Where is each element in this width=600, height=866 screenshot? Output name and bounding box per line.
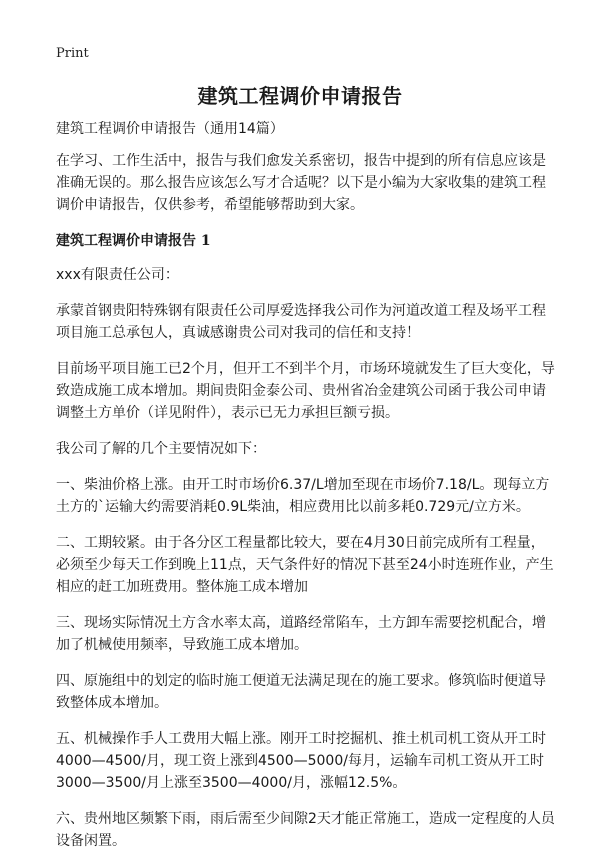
salutation-paragraph: xxx有限责任公司：	[56, 267, 179, 283]
body-paragraph: 我公司了解的几个主要情况如下：	[56, 441, 266, 457]
body-paragraph: 二、工期较紧。由于各分区工程量都比较大，要在4月30日前完成所有工程量，必须至少每天工作到晚上11点，天气条件好的情况下甚至24小时连班作业，产生相应的赶工加班费用。整体施工成本增加	[56, 535, 554, 595]
body-paragraph: 承蒙首钢贵阳特殊钢有限责任公司厚爱选择我公司作为河道改道工程及场平工程项目施工总承包人，真诚感谢贵公司对我司的信任和支持！	[56, 303, 546, 341]
body-paragraph: 四、原施组中的划定的临时施工便道无法满足现在的施工要求。修筑临时便道导致整体成本增加。	[56, 673, 546, 711]
body-paragraph: 目前场平项目施工已2个月，但开工不到半个月，市场环境就发生了巨大变化，导致造成施工成本增加。期间贵阳金泰公司、贵州省冶金建筑公司函于我公司申请调整土方单价（详见附件），表示已无力承担巨额亏损。	[56, 361, 555, 421]
page-title: 建筑工程调价申请报告	[197, 84, 403, 108]
print-link[interactable]: Print	[56, 46, 89, 61]
intro-paragraph: 在学习、工作生活中，报告与我们愈发关系密切，报告中提到的所有信息应该是准确无误的。那么报告应该怎么写才合适呢？以下是小编为大家收集的建筑工程调价申请报告，仅供参考，希望能够帮助到大家。	[56, 153, 546, 213]
body-paragraph: 一、柴油价格上涨。由开工时市场价6.37/L增加至现在市场价7.18/L。现每立方土方的`运输大约需要消耗0.9L柴油，相应费用比以前多耗0.729元/立方米。	[56, 477, 550, 515]
body-paragraph: 三、现场实际情况土方含水率太高，道路经常陷车，土方卸车需要挖机配合，增加了机械使用频率，导致施工成本增加。	[56, 615, 546, 653]
document-body	[56, 118, 558, 866]
document-subtitle: 建筑工程调价申请报告（通用14篇）	[56, 121, 284, 137]
section-heading: 建筑工程调价申请报告 1	[56, 233, 211, 249]
body-paragraph: 五、机械操作手人工费用大幅上涨。刚开工时挖掘机、推土机司机工资从开工时4000—4500/月，现工资上涨到4500—5000/每月，运输车司机工资从开工时3000—3500/月上涨至3500—4000/月，涨幅12.5%。	[56, 731, 546, 791]
body-paragraph: 六、贵州地区频繁下雨，雨后需至少间隙2天才能正常施工，造成一定程度的人员设备闲置。	[56, 811, 555, 849]
